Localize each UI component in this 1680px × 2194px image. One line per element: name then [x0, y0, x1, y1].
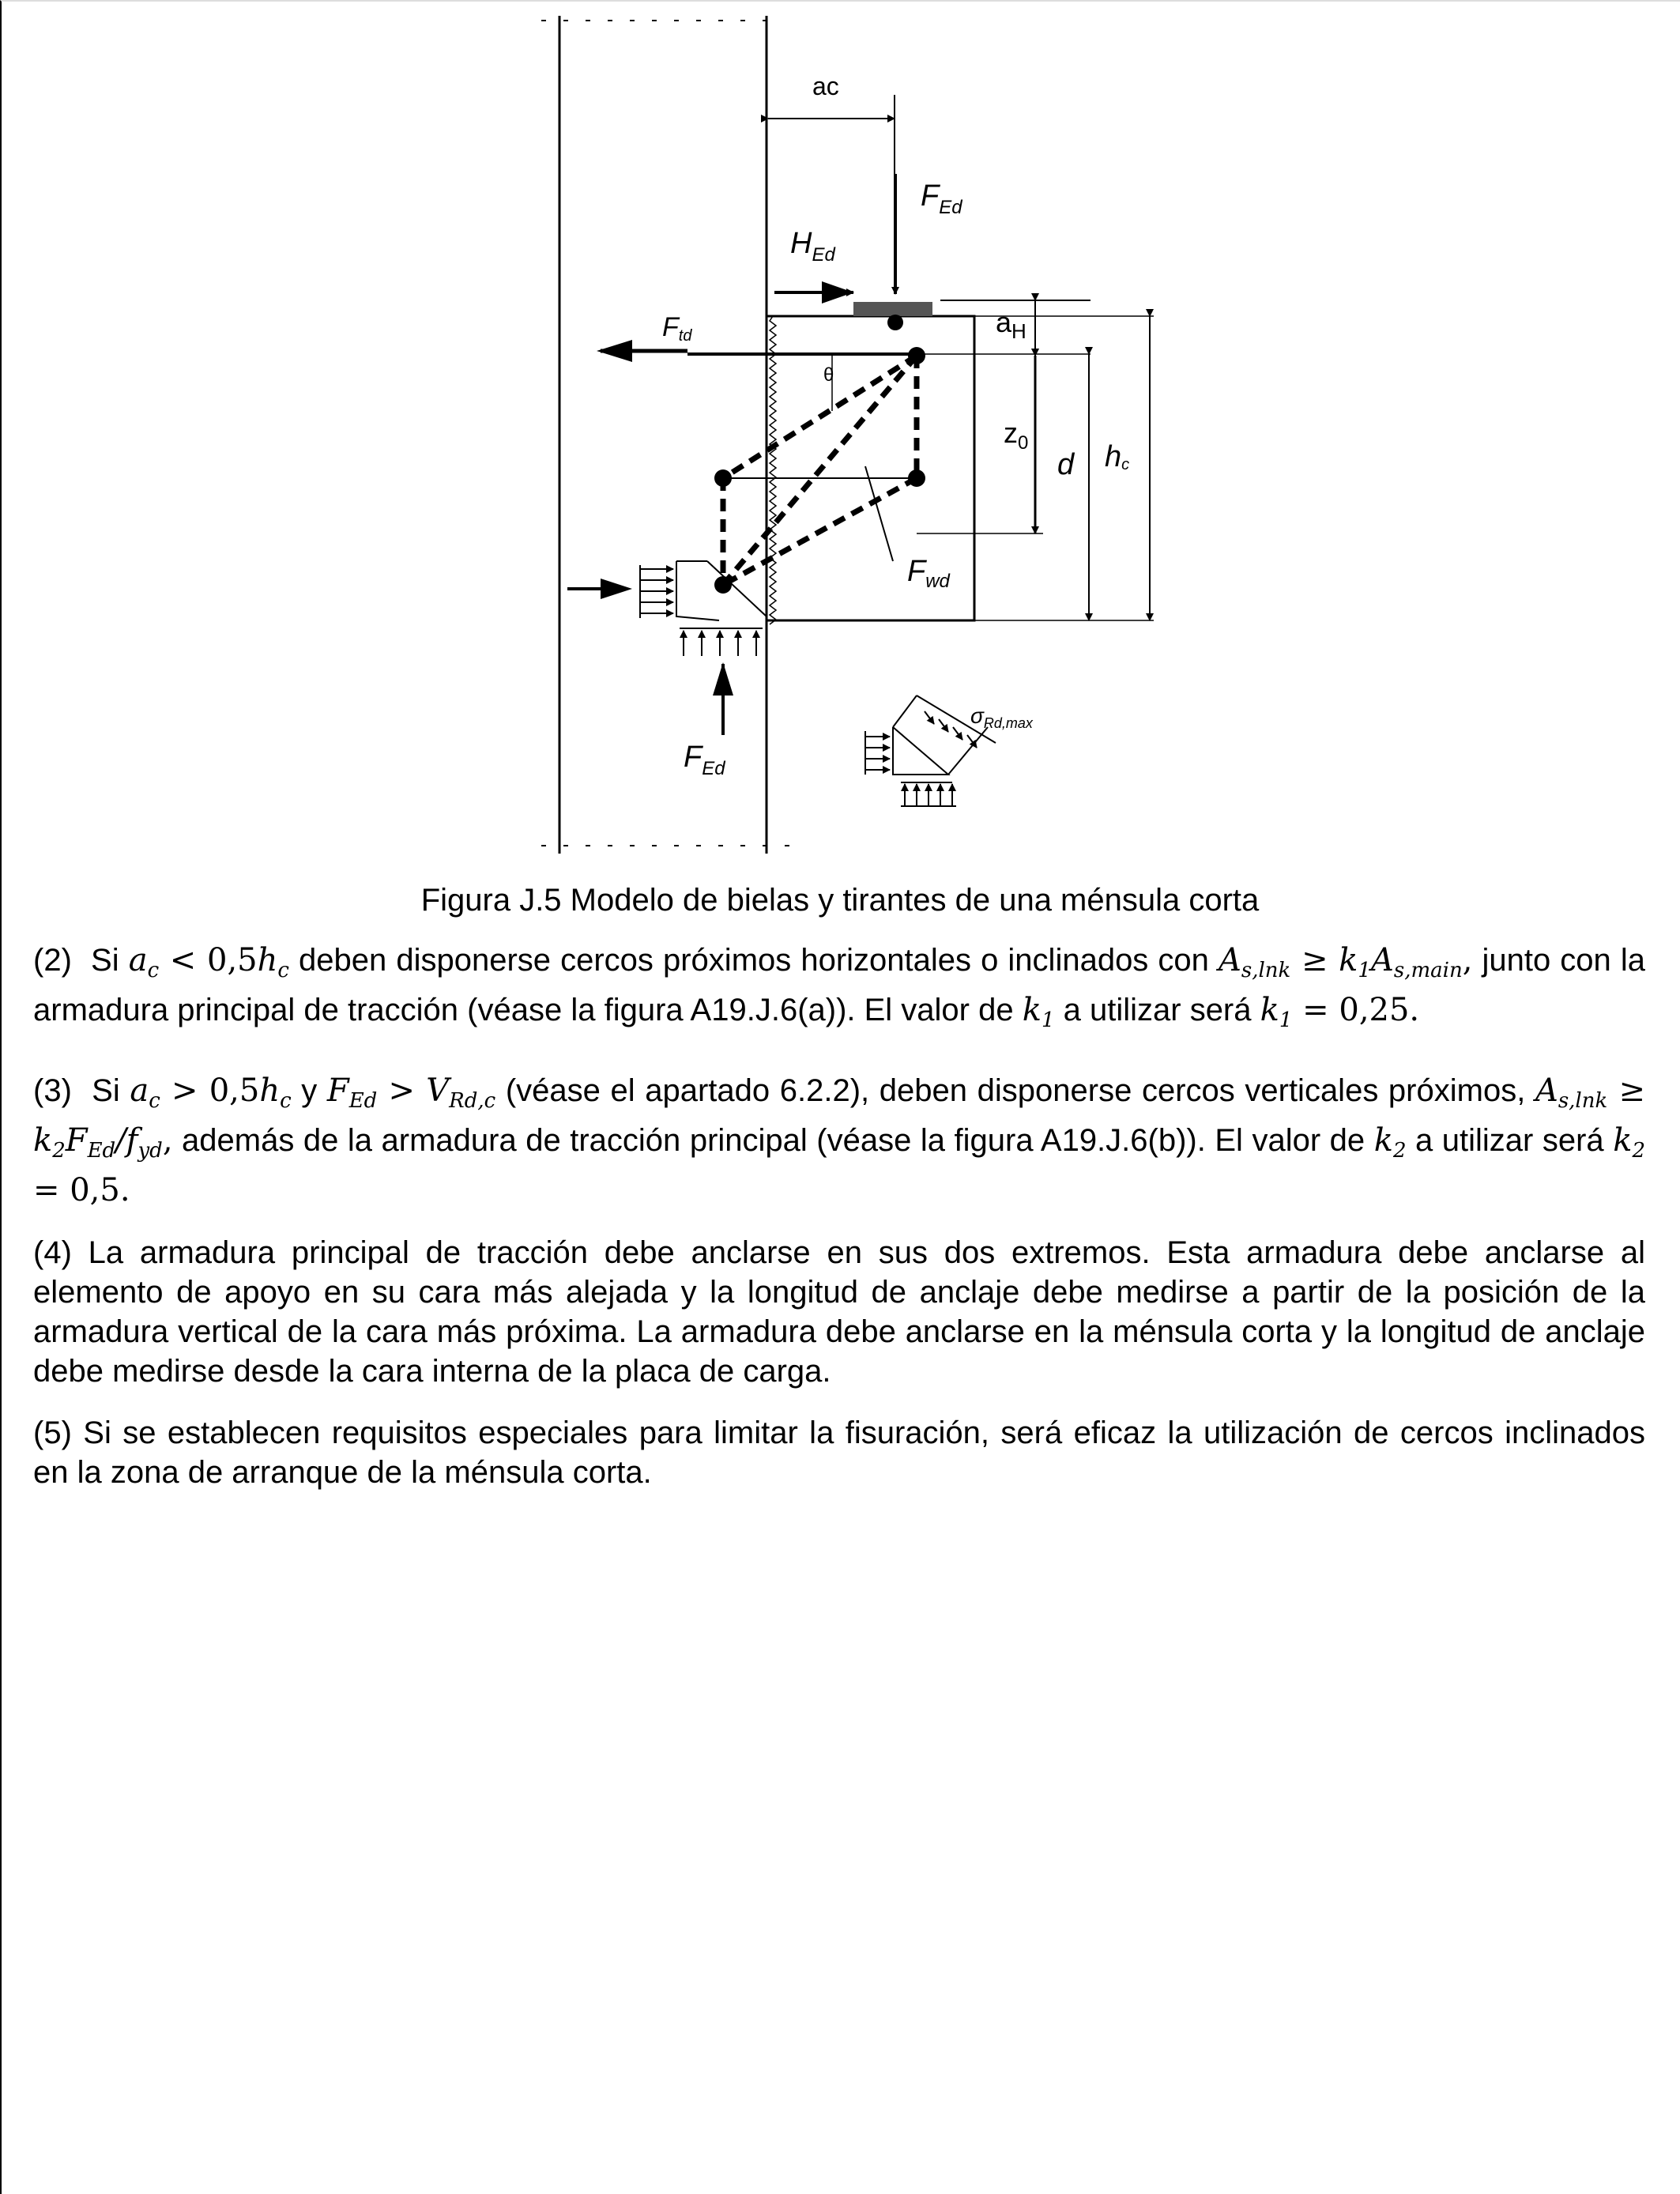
p3-text-4: además de la armadura de tracción principal (véase la figura A19.J.6(b)). El valor de — [172, 1123, 1374, 1158]
label-ftd: Ftd — [662, 312, 692, 345]
paragraph-4: (4) La armadura principal de tracción debe anclarse en sus dos extremos. Esta armadura debe anclarse al elemento de apoyo en su cara más alejada y la longitud de anclaje debe medirse a partir de la posición de la armadura vertical de la cara más próxima. La armadura debe anclarse en la ménsula corta y la longitud de anclaje debe medirse desde la cara interna de la placa de carga. — [33, 1235, 1645, 1389]
p3-text-2: y — [291, 1073, 327, 1108]
node-mid-left — [714, 469, 732, 487]
p3-text-5: a utilizar será — [1406, 1123, 1614, 1158]
label-hed: $H_{Ed}$ — [790, 227, 835, 266]
p3-text-3: (véase el apartado 6.2.2), deben disponerse cercos verticales próximos, — [495, 1073, 1535, 1108]
p2-math-ac: $a_c$ — [128, 942, 160, 982]
label-z0: $z_0$ — [1004, 417, 1029, 454]
fwd-leader — [865, 466, 893, 561]
p3-math-vrdc: > $V_{Rd,c}$ — [377, 1072, 496, 1113]
vertical-reinforcement — [770, 316, 776, 624]
p2-text-3: junto con la armadura principal de tracción (véase la figura A19.J.6(a)). El valor de — [33, 943, 1646, 1027]
load-plate — [853, 302, 932, 316]
label-sigma: $\sigma_{Rd,max}$ — [970, 703, 1033, 731]
label-fwd: $F_{wd}$ — [907, 555, 950, 592]
label-ah: $a_H$ — [996, 306, 1026, 343]
paragraph-3 — [33, 1071, 1645, 1210]
p2-text-4: a utilizar será — [1054, 993, 1260, 1027]
label-hc: hc — [1105, 440, 1130, 473]
p2-math-hc: $h_c$ — [257, 942, 289, 982]
node-mid-right — [908, 469, 925, 487]
ftd-arrowhead — [597, 340, 632, 362]
paragraph-5: (5) Si se establecen requisitos especiales para limitar la fisuración, será eficaz la utilización de cercos inclinados en la zona de arranque de la ménsula corta. — [33, 1416, 1645, 1490]
p2-math-value: = 0,25. — [1292, 992, 1420, 1028]
p2-math-k1b: $k_1$ — [1022, 992, 1055, 1032]
label-fed-bottom: $F_{Ed}$ — [684, 741, 725, 779]
p2-number: (2) — [33, 943, 72, 978]
strut-and-tie-figure — [522, 16, 1170, 854]
p3-math-value: = 0,5. — [33, 1172, 130, 1208]
label-d: d — [1057, 448, 1075, 481]
p3-text-1: Si — [92, 1073, 120, 1108]
left-stress-block — [640, 561, 767, 656]
fed-bottom-arrowhead — [713, 662, 733, 696]
p3-number: (3) — [33, 1073, 72, 1108]
p2-text-2: deben disponerse cercos próximos horizontales o inclinados con — [288, 943, 1219, 978]
p3-math-comma: , — [162, 1122, 173, 1159]
p3-math-k2b: $k_2$ — [1373, 1122, 1407, 1163]
p2-math-comma: , — [1462, 942, 1473, 978]
p3-math-hc: $h_c$ — [259, 1072, 292, 1113]
p3-math-fed: $F_{Ed}$ — [326, 1072, 378, 1113]
node-top-plate — [887, 315, 903, 330]
p3-math-ac: $a_c$ — [130, 1072, 160, 1113]
p2-math-k1c: $k_1$ — [1260, 992, 1293, 1032]
figure-caption: Figura J.5 Modelo de bielas y tirantes de una ménsula corta — [420, 883, 1260, 918]
p3-math-k2c: $k_2$ — [1613, 1122, 1645, 1163]
p3-math-gt: > 0,5 — [160, 1072, 260, 1109]
p2-math-asmain: $A_{s,main}$ — [1370, 942, 1463, 982]
p3-math-aslnk: $A_{s,lnk}$ — [1535, 1072, 1608, 1113]
column-compression-arrowhead — [601, 579, 632, 599]
label-fed-top: $F_{Ed}$ — [921, 179, 962, 218]
struts — [723, 356, 917, 585]
label-ac: ac — [812, 72, 839, 100]
p2-math-k1: ≥ $k_1$ — [1290, 942, 1371, 982]
paragraph-2 — [33, 941, 1645, 1040]
hed-arrowhead — [822, 281, 853, 303]
p3-math-fed2: $F_{Ed}$ — [65, 1122, 116, 1163]
label-theta: θ — [823, 364, 834, 386]
p3-math-k2: ≥ $k_2$ — [33, 1072, 1646, 1163]
p3-math-fyd: $/f_{yd}$ — [115, 1122, 163, 1163]
p2-text-1: Si — [91, 943, 119, 978]
node-bottom-left — [714, 576, 732, 594]
node-top — [908, 347, 925, 364]
p2-math-aslnk: $A_{s,lnk}$ — [1218, 942, 1291, 982]
p2-math-lt: < 0,5 — [159, 942, 258, 978]
